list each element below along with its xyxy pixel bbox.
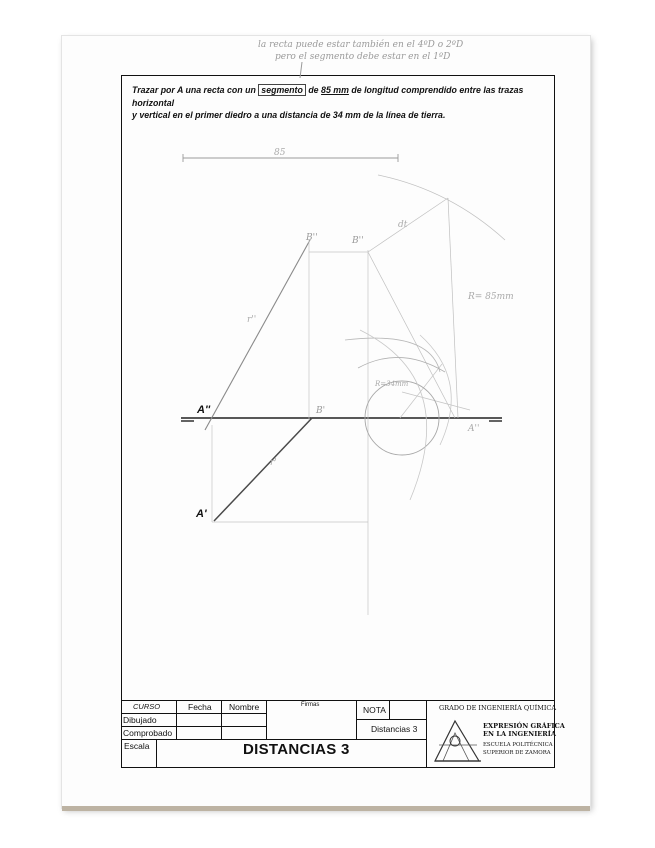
nota-label: NOTA [363,705,386,715]
r-horizontal-projection [214,418,312,521]
label-radius-34: R=34mm [375,380,409,388]
handwritten-note-line1: la recta puede estar también en el 4ºD o 2ºD [258,40,464,50]
label-B-vertical-2: B'' [352,236,364,246]
statement-boxed-word: segmento [258,84,306,96]
escala-label: Escala [124,741,150,751]
statement-part2: de [308,85,319,95]
fecha-label: Fecha [188,702,212,712]
label-dt: dt [398,220,408,230]
label-A-far: A'' [468,424,480,434]
label-85: 85 [274,148,286,158]
sheet-title: DISTANCIAS 3 [243,741,350,758]
label-A-horizontal: A' [196,508,207,520]
statement-part1: Trazar por A una recta con un [132,85,256,95]
label-r-vertical: r'' [247,315,257,325]
handwritten-note-line2: pero el segmento debe estar en el 1ºD [275,52,451,62]
logo-line3: ESCUELA POLITÉCNICA [483,742,553,748]
statement-line2: y vertical en el primer diedro a una distancia de 34 mm de la línea de tierra. [132,110,446,120]
label-B-horizontal: B' [316,406,326,416]
logo-line1: EXPRESIÓN GRÁFICA [483,722,565,730]
logo-line4: SUPERIOR DE ZAMORA [483,750,551,756]
arc-85mm [378,175,505,240]
logo-line2: EN LA INGENIERÍA [483,730,556,738]
note-arrow [300,62,302,78]
comprobado-label: Comprobado [123,728,173,738]
label-A-vertical: A'' [197,404,211,416]
grado-label: GRADO DE INGENIERÍA QUÍMICA [439,704,557,712]
sheet-subtitle: Distancias 3 [371,724,418,734]
statement-part3: de longitud comprendido entre las trazas horizontal [132,85,524,108]
firmas-label: Firmas [301,702,320,708]
curso-label: CURSO [133,702,161,711]
label-B-vertical-1: B'' [306,233,318,243]
school-logo-icon [433,715,483,765]
r-vertical-projection [205,240,310,430]
label-r-horizontal: r' [270,458,277,468]
title-block [121,700,565,768]
dibujado-label: Dibujado [123,715,157,725]
nombre-label: Nombre [229,702,260,712]
statement-underlined: 85 mm [321,85,349,95]
label-radius-85: R= 85mm [468,292,514,302]
